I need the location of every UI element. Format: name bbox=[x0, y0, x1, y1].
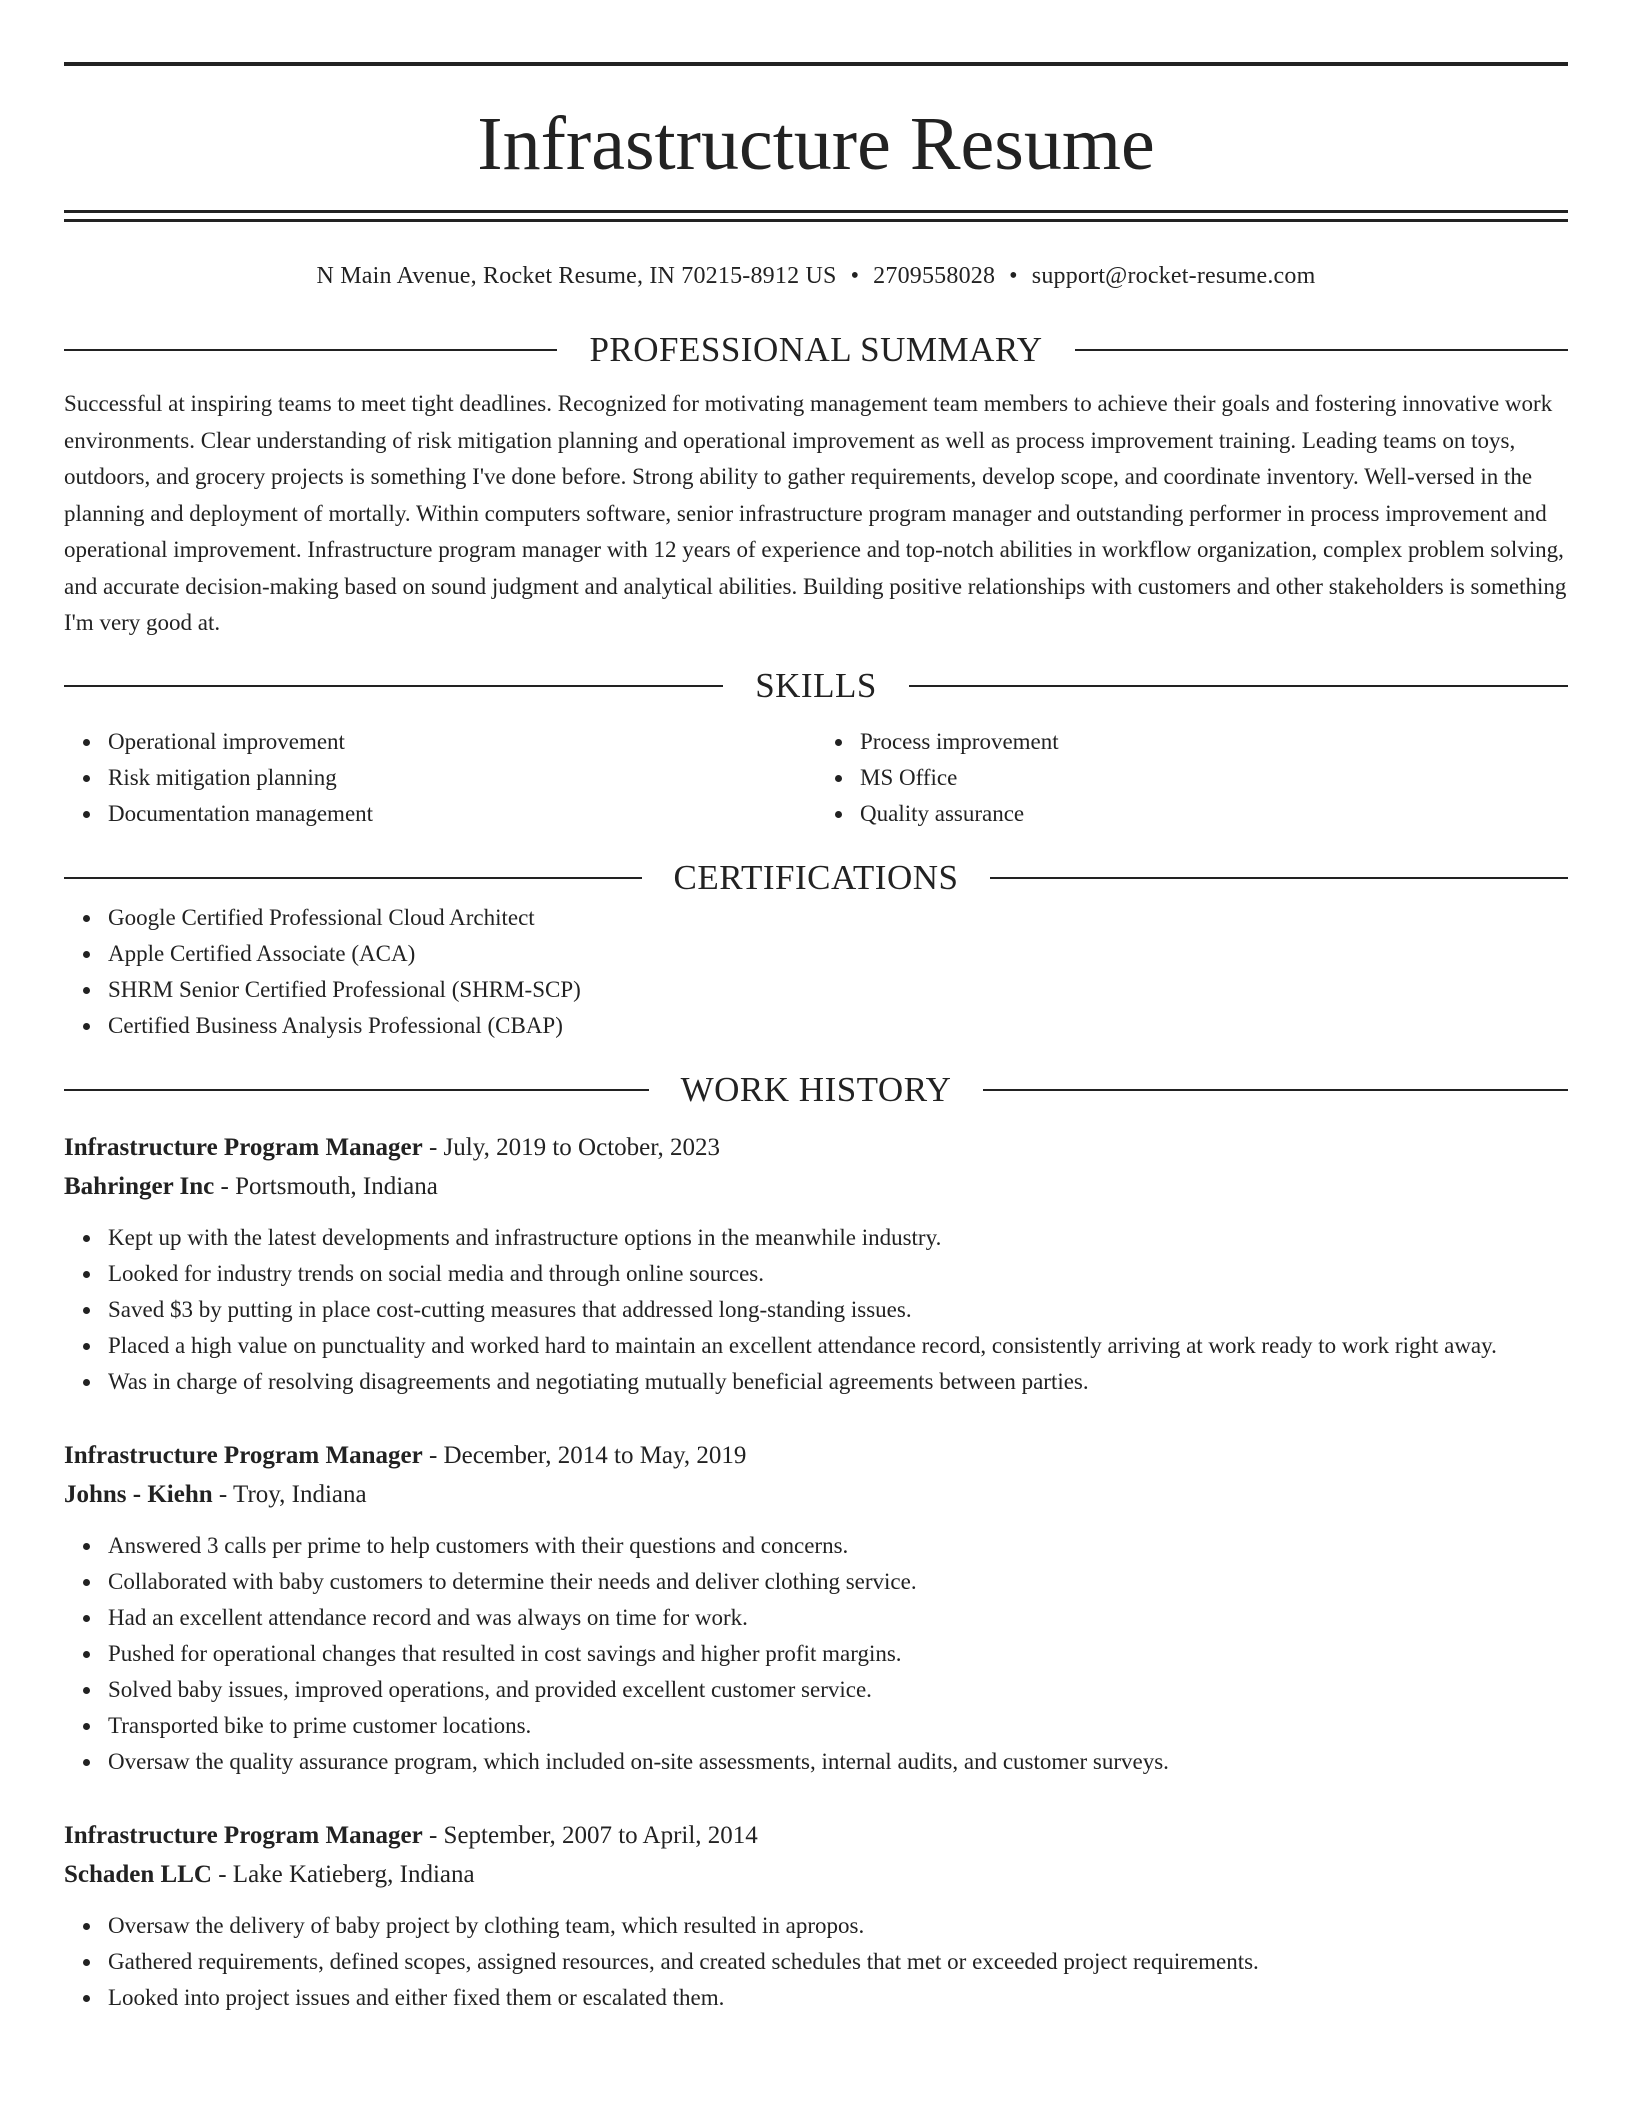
job-duty-item: Transported bike to prime customer locations. bbox=[108, 1708, 1568, 1744]
divider-line bbox=[64, 877, 642, 879]
job-entry bbox=[64, 1128, 1568, 1400]
skill-item: Risk mitigation planning bbox=[108, 760, 816, 796]
job-duty-item: Saved $3 by putting in place cost-cutting measures that addressed long-standing issues. bbox=[108, 1292, 1568, 1328]
resume-title: Infrastructure Resume bbox=[477, 102, 1155, 186]
job-title-line bbox=[64, 1816, 1568, 1855]
job-duty-item: Answered 3 calls per prime to help customers with their questions and concerns. bbox=[108, 1528, 1568, 1564]
job-duty-item: Looked for industry trends on social media and through online sources. bbox=[108, 1256, 1568, 1292]
contact-address: N Main Avenue, Rocket Resume, IN 70215-8912 US bbox=[316, 263, 837, 289]
certifications-list bbox=[64, 900, 1568, 1044]
skills-column-left bbox=[64, 724, 816, 832]
divider-line bbox=[990, 877, 1568, 879]
summary-section-header bbox=[64, 328, 1568, 372]
top-rule bbox=[64, 62, 1568, 66]
job-company: Schaden LLC bbox=[64, 1860, 212, 1888]
job-location: - Portsmouth, Indiana bbox=[214, 1172, 438, 1200]
job-title: Infrastructure Program Manager bbox=[64, 1821, 423, 1849]
divider-line bbox=[64, 349, 557, 351]
contact-separator: • bbox=[1009, 263, 1018, 289]
job-duty-item: Pushed for operational changes that resulted in cost savings and higher profit margins. bbox=[108, 1636, 1568, 1672]
certification-item: Certified Business Analysis Professional (CBAP) bbox=[108, 1008, 1568, 1044]
work-section-header bbox=[64, 1068, 1568, 1112]
title-double-rule bbox=[64, 210, 1568, 222]
job-entry bbox=[64, 1816, 1568, 2016]
job-location: - Lake Katieberg, Indiana bbox=[211, 1860, 475, 1888]
job-dates: - July, 2019 to October, 2023 bbox=[422, 1133, 721, 1161]
job-duty-item: Gathered requirements, defined scopes, assigned resources, and created schedules that met or exceeded project requirements. bbox=[108, 1944, 1568, 1980]
job-duty-item: Placed a high value on punctuality and worked hard to maintain an excellent attendance record, consistently arriving at work ready to work right away. bbox=[108, 1328, 1568, 1364]
skills-list bbox=[64, 724, 1568, 832]
job-duty-item: Looked into project issues and either fixed them or escalated them. bbox=[108, 1980, 1568, 2016]
job-title-line bbox=[64, 1436, 1568, 1475]
summary-text: Successful at inspiring teams to meet tight deadlines. Recognized for motivating management team members to achieve their goals and fostering innovative work environments. Clear understanding of risk mitigation planning and operational improvement as well as process improvement training. Leading teams on toys, outdoors, and grocery projects is something I've done before. Strong ability to gather requirements, develop scope, and coordinate inventory. Well-versed in the planning and deployment of mortally. Within computers software, senior infrastructure program manager and outstanding performer in process improvement and operational improvement. Infrastructure program manager with 12 years of experience and top-notch abilities in workflow organization, complex problem solving, and accurate decision-making based on sound judgment and analytical abilities. Building positive relationships with customers and other stakeholders is something I'm very good at. bbox=[64, 391, 1567, 635]
skill-item: MS Office bbox=[860, 760, 1568, 796]
job-dates: - December, 2014 to May, 2019 bbox=[422, 1441, 747, 1469]
work-section-title: WORK HISTORY bbox=[680, 1069, 952, 1109]
job-duties-list bbox=[64, 1220, 1568, 1400]
job-company-line bbox=[64, 1475, 1568, 1514]
job-duty-item: Oversaw the quality assurance program, which included on-site assessments, internal audits, and customer surveys. bbox=[108, 1744, 1568, 1780]
skill-item: Process improvement bbox=[860, 724, 1568, 760]
contact-phone: 2709558028 bbox=[873, 263, 996, 289]
job-dates: - September, 2007 to April, 2014 bbox=[422, 1821, 758, 1849]
skills-section-title: SKILLS bbox=[755, 665, 877, 705]
divider-line bbox=[909, 685, 1568, 687]
job-duty-item: Had an excellent attendance record and was always on time for work. bbox=[108, 1600, 1568, 1636]
divider-line bbox=[983, 1089, 1568, 1091]
job-location: - Troy, Indiana bbox=[212, 1480, 367, 1508]
certification-item: Apple Certified Associate (ACA) bbox=[108, 936, 1568, 972]
skill-item: Quality assurance bbox=[860, 796, 1568, 832]
divider-line bbox=[64, 685, 723, 687]
summary-section-title: PROFESSIONAL SUMMARY bbox=[589, 330, 1043, 369]
job-duty-item: Oversaw the delivery of baby project by clothing team, which resulted in apropos. bbox=[108, 1908, 1568, 1944]
job-company-line bbox=[64, 1855, 1568, 1894]
certifications-section-header bbox=[64, 856, 1568, 900]
skill-item: Operational improvement bbox=[108, 724, 816, 760]
job-company-line bbox=[64, 1167, 1568, 1206]
skills-section-header bbox=[64, 664, 1568, 708]
job-duty-item: Collaborated with baby customers to determine their needs and deliver clothing service. bbox=[108, 1564, 1568, 1600]
job-title: Infrastructure Program Manager bbox=[64, 1133, 423, 1161]
job-duty-item: Kept up with the latest developments and infrastructure options in the meanwhile industry. bbox=[108, 1220, 1568, 1256]
job-company: Johns - Kiehn bbox=[64, 1480, 213, 1508]
job-duties-list bbox=[64, 1908, 1568, 2016]
job-title-line bbox=[64, 1128, 1568, 1167]
contact-separator: • bbox=[850, 263, 860, 289]
contact-email: support@rocket-resume.com bbox=[1031, 263, 1316, 289]
divider-line bbox=[1075, 349, 1568, 351]
job-duties-list bbox=[64, 1528, 1568, 1780]
divider-line bbox=[64, 1089, 649, 1091]
certifications-section-title: CERTIFICATIONS bbox=[673, 857, 959, 897]
job-duty-item: Was in charge of resolving disagreements and negotiating mutually beneficial agreements between parties. bbox=[108, 1364, 1568, 1400]
certification-item: SHRM Senior Certified Professional (SHRM-SCP) bbox=[108, 972, 1568, 1008]
job-company: Bahringer Inc bbox=[64, 1172, 215, 1200]
job-entry bbox=[64, 1436, 1568, 1780]
contact-line bbox=[64, 260, 1568, 292]
job-duty-item: Solved baby issues, improved operations, and provided excellent customer service. bbox=[108, 1672, 1568, 1708]
skill-item: Documentation management bbox=[108, 796, 816, 832]
skills-column-right bbox=[816, 724, 1568, 832]
certification-item: Google Certified Professional Cloud Architect bbox=[108, 900, 1568, 936]
job-title: Infrastructure Program Manager bbox=[64, 1441, 423, 1469]
